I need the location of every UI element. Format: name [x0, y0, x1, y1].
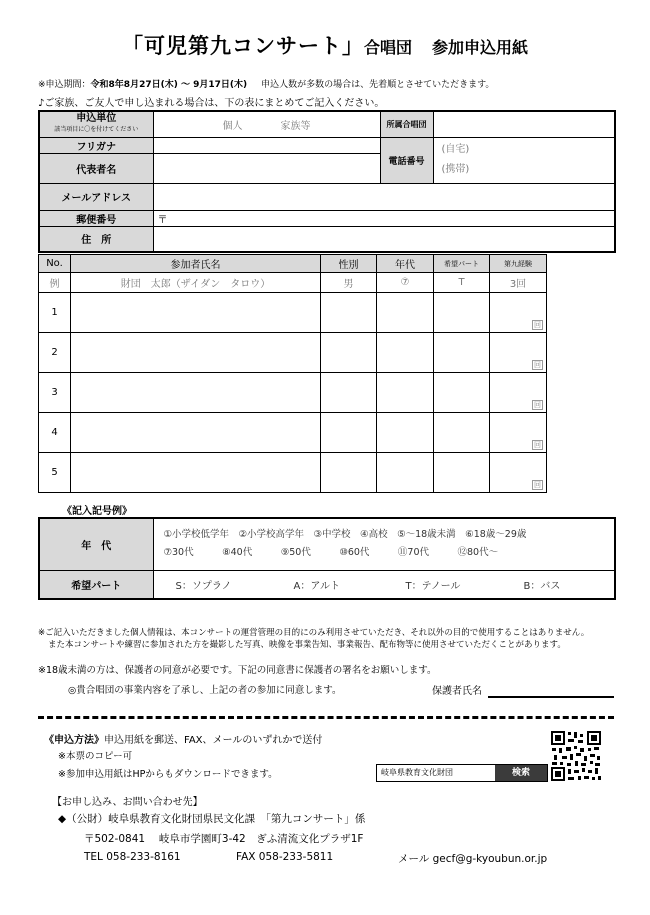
row-number: 4 [39, 413, 71, 453]
age-field[interactable] [377, 293, 434, 333]
search-input[interactable]: 岐阜県教育文化財団 [381, 768, 453, 777]
address-field[interactable] [153, 226, 615, 252]
row-number: 2 [39, 333, 71, 373]
choir-label: 所属合唱団 [380, 111, 433, 137]
part-field[interactable] [434, 373, 490, 413]
guardian-signature-field[interactable] [488, 696, 614, 698]
part-field[interactable] [434, 333, 490, 373]
qr-code-icon[interactable] [550, 730, 602, 782]
rep-label: 代表者名 [39, 153, 153, 183]
example-name: 財団 太郎（ザイダン タロウ） [71, 273, 321, 293]
part-soprano: S：ソプラノ [175, 580, 232, 592]
header-gender: 性別 [321, 255, 377, 273]
period-notice [38, 77, 494, 90]
table-row [39, 293, 547, 333]
example-experience: 3回 [490, 273, 547, 293]
consent-statement: ◎貴合唱団の事業内容を了承し、上記の者の参加に同意します。 [68, 685, 342, 696]
example-no: 例 [39, 273, 71, 293]
phone-mobile: (携帯) [441, 164, 470, 175]
email-field[interactable] [153, 183, 615, 210]
method-description: 申込用紙を郵送、FAX、メールのいずれかで送付 [104, 735, 323, 746]
row-number: 3 [39, 373, 71, 413]
times-unit: 回 [534, 481, 541, 489]
example-part: T [434, 273, 490, 293]
contact-org: ◆（公財）岐阜県教育文化財団県民文化課 「第九コンサート」係 [58, 813, 366, 825]
gender-field[interactable] [321, 373, 377, 413]
unit-individual[interactable]: 個人 [222, 120, 243, 132]
table-row [39, 413, 547, 453]
period-label: ※申込期間： [38, 80, 91, 90]
example-gender: 男 [321, 273, 377, 293]
example-age: ⑦ [377, 273, 434, 293]
example-row [39, 273, 547, 293]
part-legend-values [153, 570, 615, 599]
name-field[interactable] [71, 413, 321, 453]
experience-field[interactable] [490, 453, 547, 493]
gender-field[interactable] [321, 333, 377, 373]
form-title [0, 30, 650, 60]
age-field[interactable] [377, 373, 434, 413]
contact-address: 〒502-0841 岐阜市学園町3-42 ぎふ清流文化プラザ1F [84, 833, 364, 845]
table-row [39, 333, 547, 373]
gender-field[interactable] [321, 453, 377, 493]
address-label: 住 所 [39, 226, 153, 252]
family-note: ♪ご家族、ご友人で申し込まれる場合は、下の表にまとめてご記入ください。 [38, 98, 385, 109]
search-button[interactable]: 検索 [495, 765, 547, 781]
unit-family[interactable]: 家族等 [280, 120, 311, 132]
phone-field[interactable] [433, 137, 615, 183]
postal-label: 郵便番号 [39, 210, 153, 226]
method-title: 《申込方法》 [44, 735, 104, 746]
row-number: 5 [39, 453, 71, 493]
phone-home: (自宅) [441, 144, 470, 155]
privacy-line2: また本コンサートや練習に参加された方を撮影した写真、映像を事業告知、事業報告、配布物等に使用させていただくことがあります。 [48, 640, 566, 650]
applicant-table [38, 110, 616, 253]
part-bass: B：バス [523, 580, 561, 592]
search-box[interactable] [376, 764, 548, 782]
table-row [39, 453, 547, 493]
experience-field[interactable] [490, 333, 547, 373]
title-main: 「可児第九コンサート」 [121, 34, 364, 58]
age-field[interactable] [377, 333, 434, 373]
name-field[interactable] [71, 333, 321, 373]
copy-note: ※本票のコピー可 [58, 751, 133, 762]
contact-fax: FAX 058-233-5811 [236, 851, 334, 863]
experience-field[interactable] [490, 373, 547, 413]
age-legend-line2: ⑦30代 ⑧40代 ⑨50代 ⑩60代 ⑪70代 ⑫80代～ [163, 547, 499, 559]
title-form: 参加申込用紙 [432, 38, 529, 57]
contact-email[interactable]: メール gecf@g-kyoubun.or.jp [398, 853, 548, 865]
header-name: 参加者氏名 [71, 255, 321, 273]
furigana-field[interactable] [153, 137, 380, 153]
name-field[interactable] [71, 373, 321, 413]
times-unit: 回 [534, 401, 541, 409]
header-experience: 第九経験 [490, 255, 547, 273]
experience-field[interactable] [490, 413, 547, 453]
age-field[interactable] [377, 413, 434, 453]
cut-line [38, 716, 614, 719]
name-field[interactable] [71, 293, 321, 333]
gender-field[interactable] [321, 293, 377, 333]
furigana-label: フリガナ [39, 137, 153, 153]
minor-note: ※18歳未満の方は、保護者の同意が必要です。下記の同意書に保護者の署名をお願いします。 [38, 665, 437, 676]
part-alto: A：アルト [293, 580, 340, 592]
age-legend-line1: ①小学校低学年 ②小学校高学年 ③中学校 ④高校 ⑤～18歳未満 ⑥18歳～29歳 [163, 529, 527, 541]
legend-title: 《記入記号例》 [62, 506, 132, 517]
gender-field[interactable] [321, 413, 377, 453]
email-label: メールアドレス [39, 183, 153, 210]
part-legend-label: 希望パート [39, 570, 153, 599]
contact-tel: TEL 058-233-8161 [84, 851, 181, 863]
download-note: ※参加申込用紙はHPからもダウンロードできます。 [58, 769, 278, 780]
privacy-line1: ※ご記入いただきました個人情報は、本コンサートの運営管理の目的にのみ利用させていただき、それ以外の目的で使用することはありません。 [38, 628, 590, 638]
period-value: 令和8年8月27日(木) ～ 9月17日(木) [90, 80, 248, 90]
phone-label: 電話番号 [380, 137, 433, 183]
period-note: 申込人数が多数の場合は、先着順とさせていただきます。 [261, 80, 495, 90]
header-age: 年代 [377, 255, 434, 273]
part-tenor: T：テノール [405, 580, 461, 592]
contact-heading: 【お申し込み、お問い合わせ先】 [52, 797, 203, 808]
unit-hint: 該当項目に〇を付けてください [54, 126, 139, 134]
legend-table [38, 517, 616, 600]
title-sub: 合唱団 [363, 38, 412, 57]
header-no: No. [39, 255, 71, 273]
part-field[interactable] [434, 413, 490, 453]
row-number: 1 [39, 293, 71, 333]
times-unit: 回 [534, 361, 541, 369]
guardian-label: 保護者氏名 [432, 686, 482, 697]
header-part: 希望パート [434, 255, 490, 273]
method-heading [44, 731, 322, 746]
unit-options[interactable] [153, 111, 380, 137]
choir-field[interactable] [433, 111, 615, 137]
participants-table [38, 254, 547, 493]
part-field[interactable] [434, 293, 490, 333]
experience-field[interactable] [490, 293, 547, 333]
times-unit: 回 [534, 441, 541, 449]
age-field[interactable] [377, 453, 434, 493]
age-legend-label: 年 代 [39, 518, 153, 570]
postal-field[interactable]: 〒 [153, 210, 615, 226]
part-field[interactable] [434, 453, 490, 493]
times-unit: 回 [534, 321, 541, 329]
rep-field[interactable] [153, 153, 380, 183]
unit-label: 申込単位 [76, 113, 117, 125]
unit-label-cell [39, 111, 153, 137]
name-field[interactable] [71, 453, 321, 493]
table-row [39, 373, 547, 413]
